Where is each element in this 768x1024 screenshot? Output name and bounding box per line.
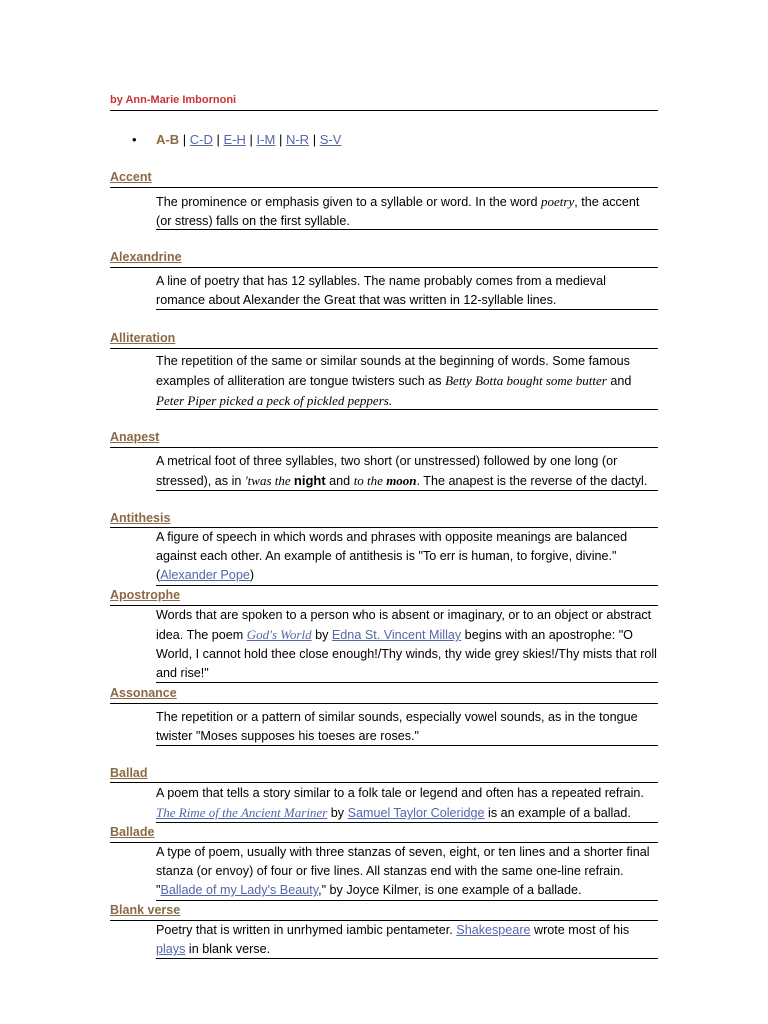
term-apostrophe[interactable]: Apostrophe — [110, 588, 181, 602]
link-plays[interactable]: plays — [156, 942, 186, 956]
term-alexandrine[interactable]: Alexandrine — [110, 250, 182, 264]
link-ballade-of-my-ladys-beauty[interactable]: Ballade of my Lady's Beauty — [160, 883, 319, 897]
nav-link-e-h[interactable]: E-H — [223, 132, 246, 147]
definition-blank-verse: Poetry that is written in unrhymed iambic pentameter. Shakespeare wrote most of his plays in blank verse. — [156, 923, 630, 956]
term-ballad[interactable]: Ballad — [110, 766, 148, 780]
link-gods-world[interactable]: God's World — [246, 627, 312, 642]
term-alliteration[interactable]: Alliteration — [110, 331, 176, 345]
term-antithesis[interactable]: Antithesis — [110, 511, 171, 525]
definition-apostrophe: Words that are spoken to a person who is absent or imaginary, or to an object or abstract idea. The poem God's World by Edna St. Vincent Millay begins with an apostrophe: "O World, I cannot hold thee close enough!/Thy winds, thy wide grey skies!/Thy mists that roll and rise!" — [156, 608, 657, 680]
nav-link-i-m[interactable]: I-M — [256, 132, 276, 147]
link-alexander-pope[interactable]: Alexander Pope — [160, 568, 250, 582]
definition-anapest: A metrical foot of three syllables, two short (or unstressed) followed by one long (or stressed), as in 'twas the night and to the moon. The anapest is the reverse of the dactyl. — [156, 454, 648, 488]
definition-alliteration: The repetition of the same or similar sounds at the beginning of words. Some famous examples of alliteration are tongue twisters such as Betty Botta bought some butter and Peter Piper picked a peck of pickled peppers. — [156, 354, 632, 408]
definition-ballad: A poem that tells a story similar to a folk tale or legend and often has a repeated refrain. The Rime of the Ancient Mariner by Samuel Taylor Coleridge is an example of a ballad. — [156, 786, 644, 820]
nav-link-s-v[interactable]: S-V — [319, 132, 342, 147]
link-edna-st-vincent-millay[interactable]: Edna St. Vincent Millay — [331, 628, 462, 642]
term-accent[interactable]: Accent — [110, 170, 152, 184]
byline: by Ann-Marie Imbornoni — [110, 94, 237, 106]
nav-current-range: A-B — [156, 132, 180, 147]
term-blank-verse[interactable]: Blank verse — [110, 903, 181, 917]
definition-alexandrine: A line of poetry that has 12 syllables. The name probably comes from a medieval romance about Alexander the Great that was written in 12-syllable lines. — [156, 274, 606, 307]
nav-link-c-d[interactable]: C-D — [189, 132, 213, 147]
term-ballade[interactable]: Ballade — [110, 825, 155, 839]
definition-assonance: The repetition or a pattern of similar sounds, especially vowel sounds, as in the tongue twister "Moses supposes his toeses are roses." — [156, 710, 638, 743]
link-shakespeare[interactable]: Shakespeare — [456, 923, 531, 937]
divider — [110, 110, 658, 111]
bullet-icon: • — [132, 132, 137, 147]
link-rime-of-the-ancient-mariner[interactable]: The Rime of the Ancient Mariner — [156, 805, 328, 820]
definition-accent: The prominence or emphasis given to a syllable or word. In the word poetry, the accent (or stress) falls on the first syllable. — [156, 194, 640, 228]
term-assonance[interactable]: Assonance — [110, 686, 177, 700]
letter-nav: • A-B | C-D | E-H | I-M | N-R | S-V — [132, 132, 342, 147]
definition-ballade: A type of poem, usually with three stanzas of seven, eight, or ten lines and a shorter final stanza (or envoy) of four or five lines. All stanzas end with the same one-line refrain. "Ballade of my Lady's Beauty," by Joyce Kilmer, is one example of a ballade. — [156, 845, 650, 897]
term-anapest[interactable]: Anapest — [110, 430, 160, 444]
link-samuel-taylor-coleridge[interactable]: Samuel Taylor Coleridge — [347, 806, 485, 820]
definition-antithesis: A figure of speech in which words and phrases with opposite meanings are balanced against each other. An example of antithesis is "To err is human, to forgive, divine." (Alexander Pope) — [156, 530, 628, 582]
nav-link-n-r[interactable]: N-R — [285, 132, 310, 147]
